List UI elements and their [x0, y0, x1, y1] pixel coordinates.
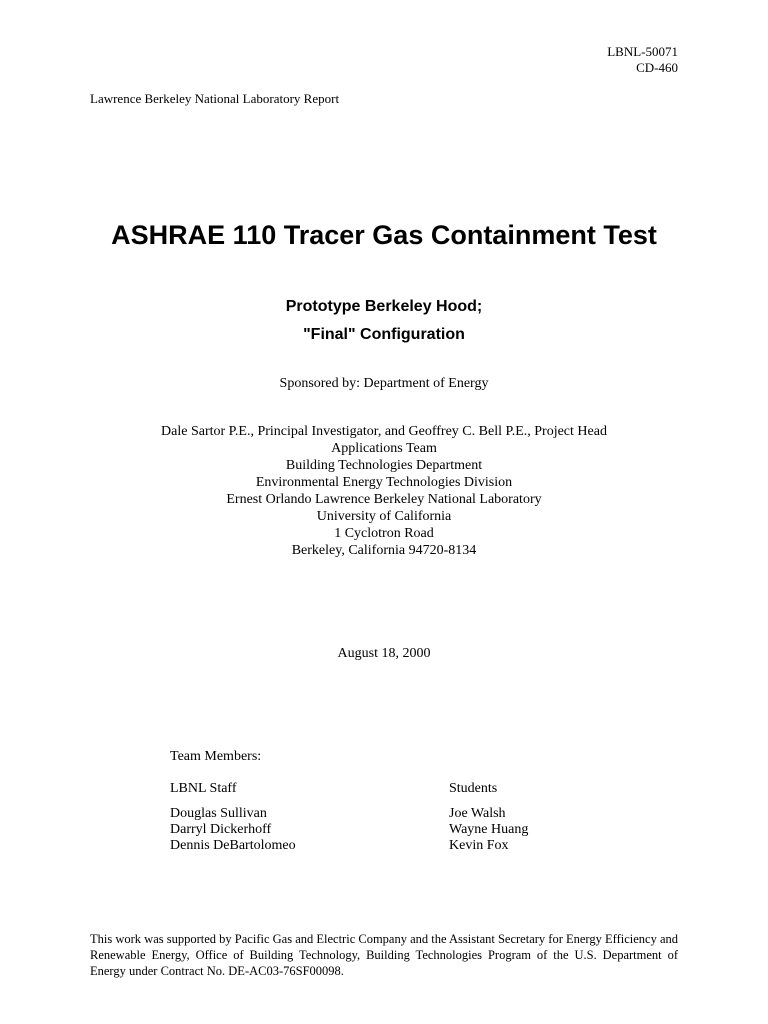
- sponsor-line: Sponsored by: Department of Energy: [279, 376, 489, 391]
- affiliation-laboratory: Ernest Orlando Lawrence Berkeley National Laboratory: [226, 492, 542, 507]
- lab-report-label: Lawrence Berkeley National Laboratory Report: [90, 91, 340, 106]
- subtitle-block: [0, 293, 768, 349]
- address-city: Berkeley, California 94720-8134: [291, 543, 477, 558]
- doc-code: CD-460: [636, 60, 678, 75]
- report-date: August 18, 2000: [337, 646, 431, 661]
- staff-member: Darryl Dickerhoff: [170, 822, 272, 837]
- student-member: Kevin Fox: [449, 838, 509, 853]
- funding-note: This work was supported by Pacific Gas and Electric Company and the Assistant Secretary for Energy Efficiency and Renewable Energy, Office of Building Technology, Building Technologies Program of the U.S. Department of Energy under Contract No. DE-AC03-76SF00098.: [90, 932, 678, 978]
- subtitle-line-1: Prototype Berkeley Hood;: [285, 298, 483, 315]
- subtitle-line-2: "Final" Configuration: [303, 326, 465, 343]
- affiliation-university: University of California: [316, 509, 452, 524]
- team-members-heading: Team Members:: [170, 749, 262, 764]
- author-line: Dale Sartor P.E., Principal Investigator, and Geoffrey C. Bell P.E., Project Head: [161, 424, 607, 439]
- staff-member: Douglas Sullivan: [170, 806, 267, 821]
- address-street: 1 Cyclotron Road: [334, 526, 434, 541]
- page-title: ASHRAE 110 Tracer Gas Containment Test: [111, 220, 657, 250]
- author-affiliation-block: [0, 423, 768, 559]
- staff-member: Dennis DeBartolomeo: [170, 838, 296, 853]
- student-member: Joe Walsh: [449, 806, 506, 821]
- affiliation-team: Applications Team: [331, 441, 437, 456]
- affiliation-division: Environmental Energy Technologies Division: [255, 475, 513, 490]
- student-member: Wayne Huang: [449, 822, 529, 837]
- staff-column: [170, 781, 296, 854]
- report-id-block: [607, 44, 678, 76]
- affiliation-department: Building Technologies Department: [285, 458, 483, 473]
- report-number: LBNL-50071: [607, 44, 678, 59]
- students-label: Students: [449, 781, 498, 796]
- students-column: [449, 781, 528, 854]
- staff-label: LBNL Staff: [170, 781, 237, 796]
